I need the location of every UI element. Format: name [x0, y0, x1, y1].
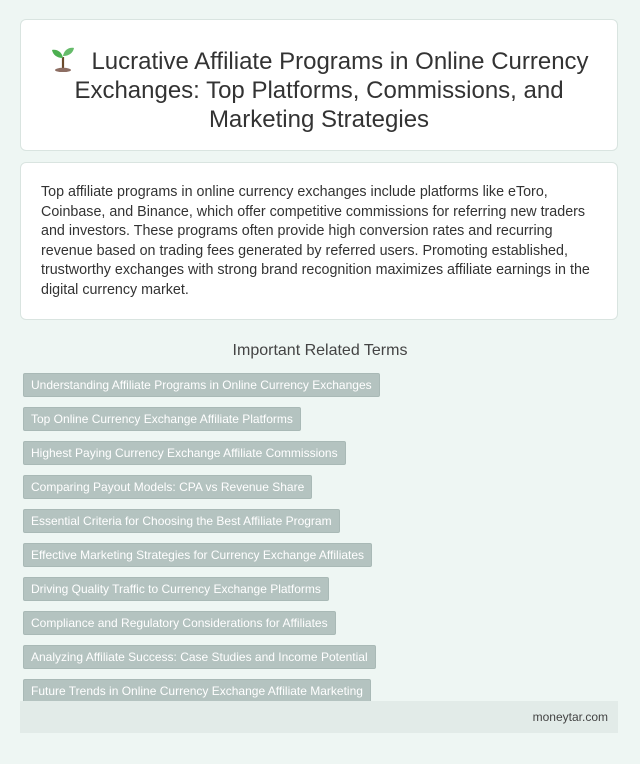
related-term[interactable]: Future Trends in Online Currency Exchange Affiliate Marketing: [23, 679, 371, 703]
related-term[interactable]: Compliance and Regulatory Considerations for Affiliates: [23, 611, 336, 635]
footer: [20, 701, 618, 733]
related-term[interactable]: Comparing Payout Models: CPA vs Revenue Share: [23, 475, 312, 499]
related-term[interactable]: Effective Marketing Strategies for Currency Exchange Affiliates: [23, 543, 372, 567]
footer-site[interactable]: moneytar.com: [532, 710, 608, 724]
page-title-text: Lucrative Affiliate Programs in Online Currency Exchanges: Top Platforms, Commissions, and Marketing Strategies: [74, 48, 589, 133]
related-term[interactable]: Essential Criteria for Choosing the Best Affiliate Program: [23, 509, 340, 533]
summary-text: Top affiliate programs in online currency exchanges include platforms like eToro, Coinbase, and Binance, which offer competitive commissions for referring new traders and investors. These programs often provide high conversion rates and recurring revenue based on trading fees generated by referred users. Promoting established, trustworthy exchanges with strong brand recognition maximizes affiliate earnings in the digital currency market.: [41, 184, 590, 298]
related-term[interactable]: Analyzing Affiliate Success: Case Studies and Income Potential: [23, 645, 376, 669]
related-terms-list: [23, 373, 380, 713]
related-term[interactable]: Highest Paying Currency Exchange Affiliate Commissions: [23, 441, 346, 465]
seedling-icon: [49, 44, 77, 72]
title-card: [20, 19, 618, 151]
related-term[interactable]: Driving Quality Traffic to Currency Exchange Platforms: [23, 577, 329, 601]
related-terms-heading: Important Related Terms: [232, 342, 408, 359]
summary-card: [20, 162, 618, 320]
related-term[interactable]: Understanding Affiliate Programs in Online Currency Exchanges: [23, 373, 380, 397]
related-term[interactable]: Top Online Currency Exchange Affiliate Platforms: [23, 407, 301, 431]
page-title: [21, 20, 617, 134]
